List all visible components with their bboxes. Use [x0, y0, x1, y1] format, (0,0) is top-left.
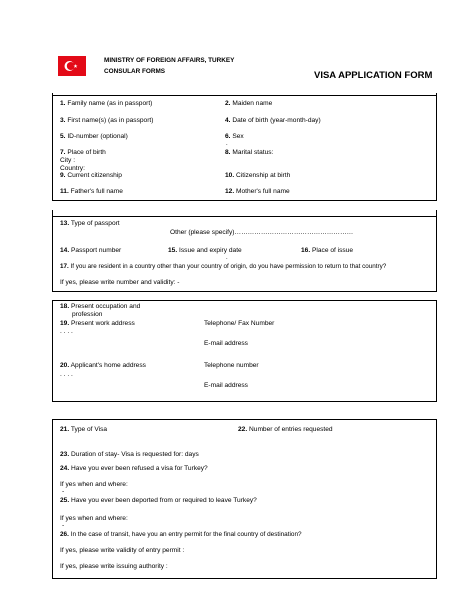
page-title: VISA APPLICATION FORM	[314, 70, 433, 81]
field-16-label: 16. Place of issue	[301, 247, 354, 254]
dot-mark: .	[226, 255, 228, 261]
work-phone-label: Telephone/ Fax Number	[204, 320, 275, 327]
field-10-label: 10. Citizenship at birth	[225, 172, 291, 179]
field-24-label: 24. Have you ever been refused a visa for Turkey?	[60, 465, 208, 472]
field-13-label: 13. Type of passport	[60, 220, 120, 227]
field-1-label: 1. Family name (as in passport)	[60, 100, 153, 107]
field-4-label: 4. Date of birth (year-month-day)	[225, 117, 321, 124]
field-19-label: 19. Present work address	[60, 320, 135, 327]
country-label: Country:	[60, 165, 85, 172]
field-24-dash: -	[62, 488, 65, 495]
field-13-other: Other (please specify)………………………………………………	[170, 229, 354, 236]
field-11-label: 11. Father's full name	[60, 188, 123, 195]
field-2-label: 2. Maiden name	[225, 100, 273, 107]
field-6-label: 6. Sex	[225, 133, 244, 140]
field-23-label: 23. Duration of stay- Visa is requested for: days	[60, 451, 199, 458]
tick-mark	[52, 93, 53, 99]
city-label: City :	[60, 157, 76, 164]
dot-mark: .	[226, 141, 228, 147]
field-20-dots: . . . .	[60, 371, 73, 378]
field-17-label: 17. If you are resident in a country other than your country of origin, do you have permission to return to that country?	[60, 263, 387, 270]
home-email-label: E-mail address	[204, 382, 248, 389]
home-phone-label: Telephone number	[204, 362, 259, 369]
field-20-label: 20. Applicant's home address	[60, 362, 146, 369]
field-26-label: 26. In the case of transit, have you an entry permit for the final country of destination?	[60, 531, 302, 538]
personal-info-section	[52, 95, 437, 201]
field-25-label: 25. Have you ever been deported from or required to leave Turkey?	[60, 497, 257, 504]
field-25-if-yes: If yes when and where:	[60, 515, 128, 522]
field-3-label: 3. First name(s) (as in passport)	[60, 117, 154, 124]
field-8-label: 8. Marital status:	[225, 149, 274, 156]
field-18-label-cont: profession	[72, 311, 103, 318]
turkey-flag	[58, 56, 86, 76]
tick-mark	[436, 93, 437, 99]
field-12-label: 12. Mother's full name	[225, 188, 290, 195]
work-email-label: E-mail address	[204, 340, 248, 347]
field-18-label: 18. Present occupation and	[60, 303, 141, 310]
field-25-dash: -	[62, 522, 65, 529]
tick-mark	[436, 210, 437, 216]
ministry-name: MINISTRY OF FOREIGN AFFAIRS, TURKEY	[104, 57, 235, 64]
consular-forms-label: CONSULAR FORMS	[104, 68, 166, 75]
field-17-if-yes: If yes, please write number and validity: -	[60, 279, 180, 286]
field-9-label: 9. Current citizenship	[60, 172, 122, 179]
field-26-validity: If yes, please write validity of entry permit :	[60, 547, 185, 554]
field-15-label: 15. Issue and expiry date	[168, 247, 242, 254]
field-26-authority: If yes, please write issuing authority :	[60, 563, 168, 570]
field-22-label: 22. Number of entries requested	[238, 426, 333, 433]
field-24-if-yes: If yes when and where:	[60, 481, 128, 488]
field-14-label: 14. Passport number	[60, 247, 122, 254]
tick-mark	[52, 210, 53, 216]
field-19-dots: . . . .	[60, 328, 73, 335]
crescent-star-icon	[58, 56, 86, 76]
field-7-label: 7. Place of birth	[60, 149, 106, 156]
field-5-label: 5. ID-number (optional)	[60, 133, 128, 140]
field-21-label: 21. Type of Visa	[60, 426, 108, 433]
